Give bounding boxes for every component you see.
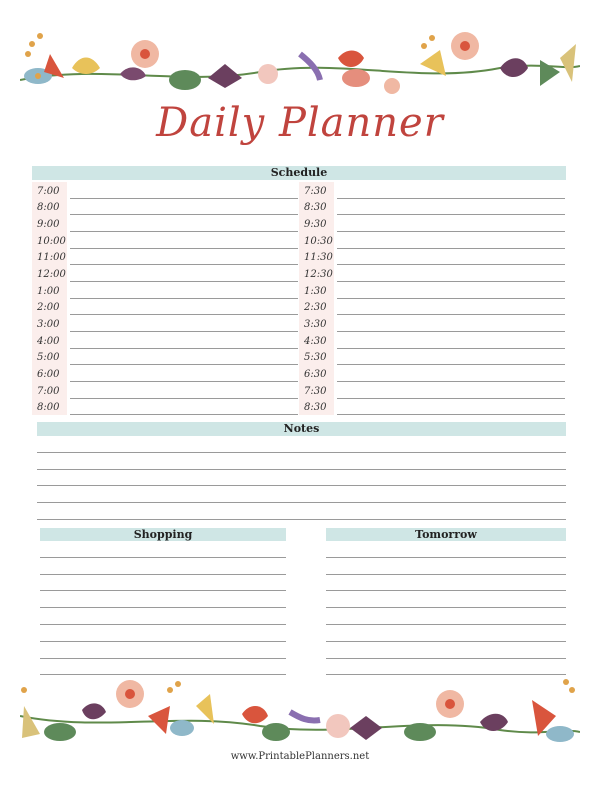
time-label: 12:00: [37, 268, 66, 280]
time-label: 2:00: [37, 302, 60, 314]
time-label: 10:00: [37, 235, 66, 247]
time-label: 7:00: [37, 385, 60, 397]
time-label: 1:30: [304, 285, 327, 297]
time-label: 8:30: [304, 202, 327, 214]
time-label: 4:30: [304, 335, 327, 347]
schedule-row[interactable]: [32, 265, 298, 282]
schedule-row[interactable]: [299, 399, 565, 416]
tomorrow-line[interactable]: [326, 642, 566, 659]
time-label: 7:30: [304, 185, 327, 197]
notes-lines: [37, 436, 566, 520]
time-label: 12:30: [304, 268, 333, 280]
time-label: 5:30: [304, 352, 327, 364]
time-label: 6:30: [304, 368, 327, 380]
schedule-header: Schedule: [32, 166, 566, 180]
schedule-row[interactable]: [32, 365, 298, 382]
tomorrow-line[interactable]: [326, 659, 566, 676]
schedule-right-column: [299, 182, 565, 415]
time-label: 8:00: [37, 202, 60, 214]
schedule-row[interactable]: [299, 232, 565, 249]
schedule-row[interactable]: [299, 299, 565, 316]
tomorrow-line[interactable]: [326, 558, 566, 575]
schedule-row[interactable]: [299, 265, 565, 282]
tomorrow-line[interactable]: [326, 625, 566, 642]
time-label: 9:30: [304, 218, 327, 230]
notes-line[interactable]: [37, 436, 566, 453]
shopping-line[interactable]: [40, 608, 286, 625]
time-label: 8:30: [304, 402, 327, 414]
shopping-line[interactable]: [40, 541, 286, 558]
shopping-line[interactable]: [40, 558, 286, 575]
floral-border-top-icon: [20, 24, 580, 96]
time-label: 4:00: [37, 335, 60, 347]
tomorrow-line[interactable]: [326, 541, 566, 558]
schedule-row[interactable]: [32, 332, 298, 349]
schedule-row[interactable]: [32, 232, 298, 249]
shopping-line[interactable]: [40, 575, 286, 592]
schedule-row[interactable]: [299, 349, 565, 366]
time-label: 8:00: [37, 402, 60, 414]
schedule-row[interactable]: [32, 382, 298, 399]
schedule-row[interactable]: [32, 182, 298, 199]
schedule-row[interactable]: [32, 282, 298, 299]
schedule-row[interactable]: [32, 249, 298, 266]
schedule-row[interactable]: [299, 215, 565, 232]
shopping-line[interactable]: [40, 642, 286, 659]
notes-line[interactable]: [37, 486, 566, 503]
shopping-line[interactable]: [40, 625, 286, 642]
shopping-header: Shopping: [40, 528, 286, 541]
floral-border-bottom-icon: [20, 676, 580, 748]
tomorrow-lines: [326, 541, 566, 675]
schedule-row[interactable]: [32, 315, 298, 332]
tomorrow-line[interactable]: [326, 608, 566, 625]
schedule-row[interactable]: [299, 332, 565, 349]
time-label: 9:00: [37, 218, 60, 230]
time-label: 7:00: [37, 185, 60, 197]
schedule-row[interactable]: [299, 249, 565, 266]
schedule-row[interactable]: [32, 199, 298, 216]
tomorrow-line[interactable]: [326, 591, 566, 608]
time-label: 5:00: [37, 352, 60, 364]
page-title: Daily Planner: [156, 100, 444, 146]
time-label: 1:00: [37, 285, 60, 297]
tomorrow-header: Tomorrow: [326, 528, 566, 541]
time-label: 6:00: [37, 368, 60, 380]
notes-line[interactable]: [37, 503, 566, 520]
schedule-left-column: [32, 182, 298, 415]
shopping-line[interactable]: [40, 591, 286, 608]
time-label: 2:30: [304, 302, 327, 314]
schedule-row[interactable]: [299, 365, 565, 382]
time-label: 11:30: [304, 252, 333, 264]
time-label: 11:00: [37, 252, 66, 264]
schedule-row[interactable]: [299, 282, 565, 299]
notes-header: Notes: [37, 422, 566, 436]
schedule-row[interactable]: [32, 215, 298, 232]
schedule-row[interactable]: [299, 199, 565, 216]
schedule-line[interactable]: [337, 414, 565, 415]
notes-line[interactable]: [37, 470, 566, 487]
schedule-row[interactable]: [32, 349, 298, 366]
footer-url[interactable]: www.PrintablePlanners.net: [230, 751, 370, 762]
time-label: 7:30: [304, 385, 327, 397]
time-label: 3:00: [37, 318, 60, 330]
notes-line[interactable]: [37, 453, 566, 470]
time-label: 3:30: [304, 318, 327, 330]
schedule-row[interactable]: [299, 382, 565, 399]
schedule-row[interactable]: [32, 299, 298, 316]
shopping-line[interactable]: [40, 659, 286, 676]
schedule-row[interactable]: [299, 315, 565, 332]
schedule-row[interactable]: [299, 182, 565, 199]
shopping-lines: [40, 541, 286, 675]
schedule-row[interactable]: [32, 399, 298, 416]
time-label: 10:30: [304, 235, 333, 247]
tomorrow-line[interactable]: [326, 575, 566, 592]
schedule-line[interactable]: [70, 414, 298, 415]
